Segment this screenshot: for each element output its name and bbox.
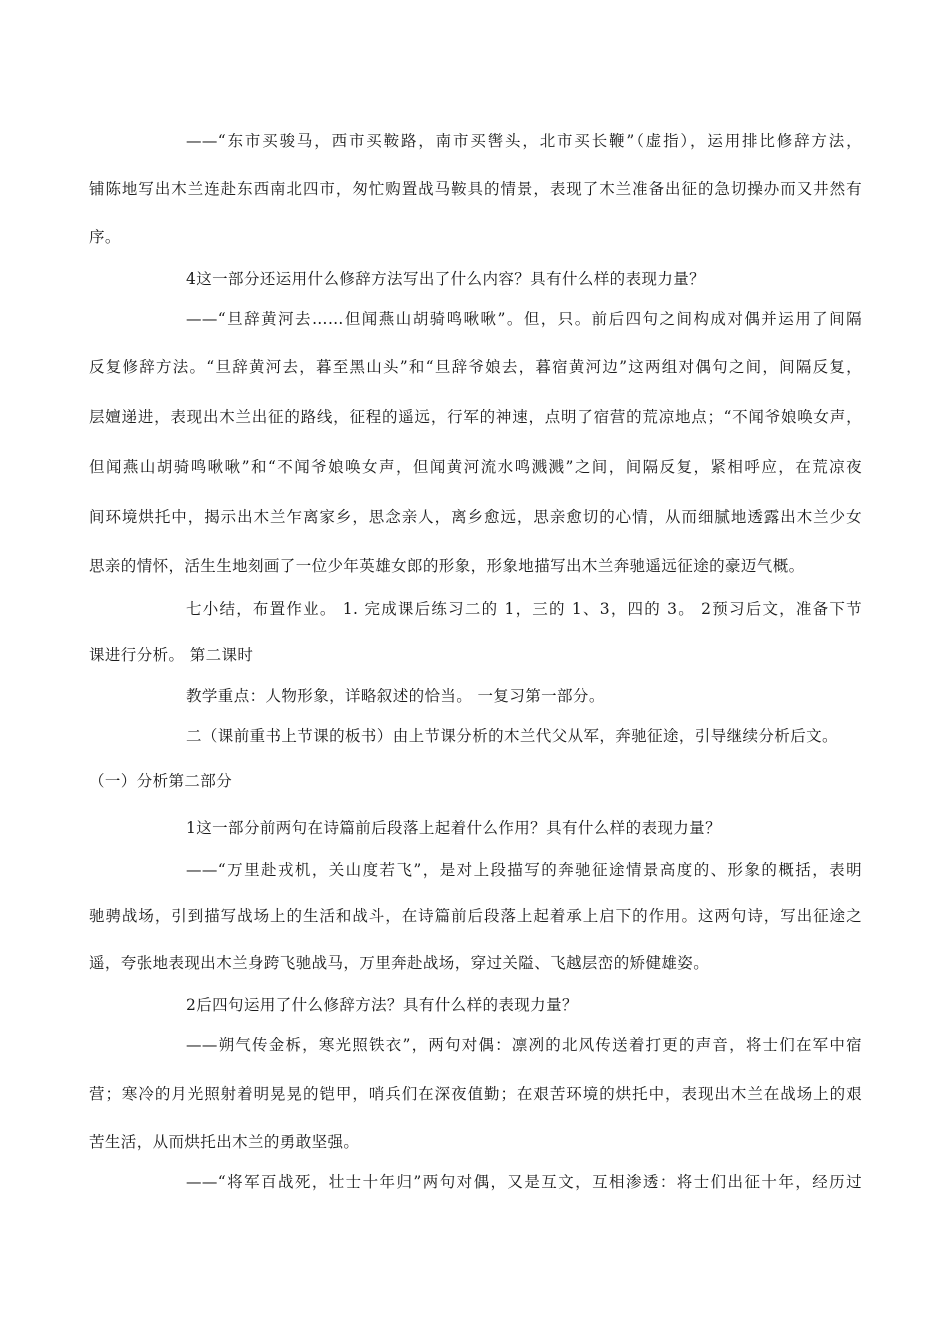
- text-line-16: 1这一部分前两句在诗篇前后段落上起着什么作用？具有什么样的表现力量？: [186, 819, 721, 837]
- text-line-4: 4这一部分还运用什么修辞方法写出了什么内容？具有什么样的表现力量？: [186, 270, 706, 288]
- text-line-10: 思亲的情怀，活生生地刻画了一位少年英雄女郎的形象，形象地描写出木兰奔驰遥远征途的豪迈气概。: [89, 557, 805, 575]
- text-line-5: ——“旦辞黄河去……但闻燕山胡骑鸣啾啾”。但，只。前后四句之间构成对偶并运用了间隔: [186, 310, 862, 328]
- text-line-3: 序。: [89, 228, 121, 246]
- text-line-8: 但闻燕山胡骑鸣啾啾”和“不闻爷娘唤女声，但闻黄河流水鸣溅溅”之间，间隔反复，紧相呼应，在荒凉夜: [89, 458, 862, 476]
- text-line-23: 苦生活，从而烘托出木兰的勇敢坚强。: [89, 1133, 360, 1151]
- text-line-9: 间环境烘托中，揭示出木兰乍离家乡，思念亲人，离乡愈远，思亲愈切的心情，从而细腻地透露出木兰少女: [89, 508, 862, 526]
- text-line-7: 层嬗递进，表现出木兰出征的路线，征程的遥远，行军的神速，点明了宿营的荒凉地点；“不闻爷娘唤女声，: [89, 408, 862, 426]
- text-line-14: 二（课前重书上节课的板书）由上节课分析的木兰代父从军，奔驰征途，引导继续分析后文。: [186, 727, 838, 745]
- text-line-22: 营；寒冷的月光照射着明晃晃的铠甲，哨兵们在深夜值勤；在艰苦环境的烘托中，表现出木兰在战场上的艰: [89, 1085, 862, 1103]
- text-line-6: 反复修辞方法。“旦辞黄河去，暮至黑山头”和“旦辞爷娘去，暮宿黄河边”这两组对偶句之间，间隔反复，: [89, 358, 862, 376]
- text-line-2: 铺陈地写出木兰连赴东西南北四市，匆忙购置战马鞍具的情景，表现了木兰准备出征的急切操办而又井然有: [89, 180, 862, 198]
- text-line-1: ——“东市买骏马，西市买鞍路，南市买辔头，北市买长鞭”（虚指），运用排比修辞方法，: [186, 132, 862, 150]
- text-line-21: ——朔气传金柝，寒光照铁衣”，两句对偶：凛冽的北风传送着打更的声音，将士们在军中宿: [186, 1036, 862, 1054]
- text-line-24: ——“将军百战死，壮士十年归”两句对偶，又是互文，互相渗透：将士们出征十年，经历过: [186, 1173, 862, 1191]
- text-line-13: 教学重点：人物形象，详略叙述的恰当。 一复习第一部分。: [186, 687, 605, 705]
- text-line-18: 驰骋战场，引到描写战场上的生活和战斗，在诗篇前后段落上起着承上启下的作用。这两句诗，写出征途之: [89, 907, 862, 925]
- text-line-15: （一）分析第二部分: [89, 772, 233, 790]
- text-line-11: 七小结，布置作业。 1. 完成课后练习二的 1，三的 1、3，四的 3。 2预习后文，准备下节: [186, 600, 862, 618]
- text-line-12: 课进行分析。 第二课时: [89, 646, 254, 664]
- text-line-19: 遥，夸张地表现出木兰身跨飞驰战马，万里奔赴战场，穿过关隘、飞越层峦的矫健雄姿。: [89, 954, 710, 972]
- text-line-17: ——“万里赴戎机，关山度若飞”，是对上段描写的奔驰征途情景高度的、形象的概括，表明: [186, 861, 862, 879]
- text-line-20: 2后四句运用了什么修辞方法？具有什么样的表现力量？: [186, 996, 578, 1014]
